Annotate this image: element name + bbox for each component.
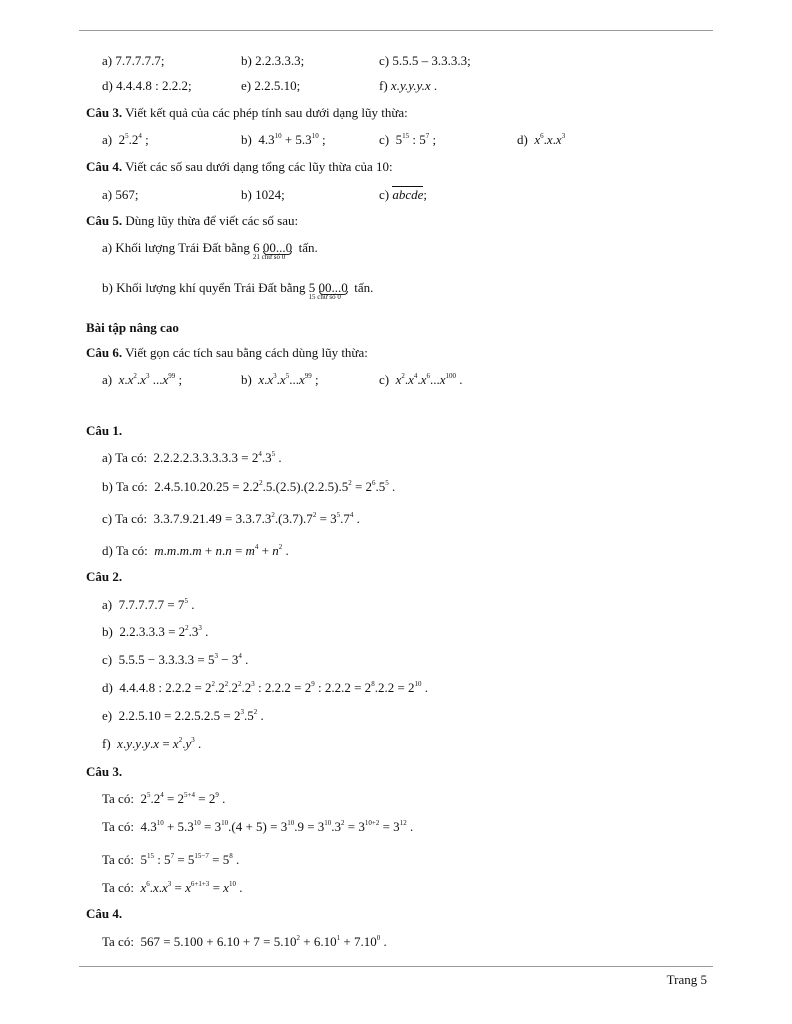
footer-rule: [79, 966, 713, 967]
ans2-heading: Câu 2.: [86, 569, 123, 584]
q2-d: d) 4.4.4.8 : 2.2.2;: [102, 78, 192, 93]
ans2-f: f) $x.y.y.y.x = x^2.y^3$ .: [102, 736, 202, 751]
ans2-a: a) $7.7.7.7.7 = 7^5$ .: [102, 597, 195, 612]
q4-heading: Câu 4. Viết các số sau dưới dạng tổng các lũy thừa của 10:: [86, 159, 393, 174]
ans3-heading: Câu 3.: [86, 764, 123, 779]
q6-items: [0, 370, 792, 390]
ans3-d: Ta có: $x^6.x.x^3 = x^{6+1+3} = x^{10}$ .: [102, 880, 243, 895]
q4-b: b) 1024;: [241, 187, 285, 202]
advanced-title: Bài tập nâng cao: [86, 320, 179, 335]
q3-b: b) $4.3^{10} + 5.3^{10}$ ;: [241, 132, 326, 147]
ans1-c: c) Ta có: $3.3.7.9.21.49 = 3.3.7.3^2.(3.7).7^2 = 3^5.7^4$ .: [102, 511, 360, 526]
ans2-c: c) $5.5.5 - 3.3.3.3 = 5^3 - 3^4$ .: [102, 652, 249, 667]
ans1-b: b) Ta có: $2.4.5.10.20.25 = 2.2^2.5.(2.5).(2.2.5).5^2 = 2^6.5^5$ .: [102, 479, 396, 494]
q5-a: a) Khối lượng Trái Đất bằng 6 00...0 21 chữ số 0 tấn.: [102, 240, 318, 261]
ans2-b: b) $2.2.3.3.3 = 2^2.3^3$ .: [102, 624, 209, 639]
q6-heading: Câu 6. Viết gọn các tích sau bằng cách dùng lũy thừa:: [86, 345, 368, 360]
q5-heading: Câu 5. Dùng lũy thừa để viết các số sau:: [86, 213, 299, 228]
q2-c: c) 5.5.5 – 3.3.3.3;: [379, 53, 471, 68]
ans4-heading: Câu 4.: [86, 906, 123, 921]
ans4-a: Ta có: $567 = 5.100 + 6.10 + 7 = 5.10^2 + 6.10^1 + 7.10^0$ .: [102, 934, 387, 949]
q3-a: a) $2^5.2^4$ ;: [102, 132, 149, 147]
q3-items: [0, 130, 792, 150]
q2-row-2: [0, 76, 792, 96]
q3-heading: Câu 3. Viết kết quả của các phép tính sau dưới dạng lũy thừa:: [86, 105, 408, 120]
q5-b: b) Khối lượng khí quyển Trái Đất bằng 5 00...0 15 chữ số 0 tấn.: [102, 280, 374, 301]
ans3-b: Ta có: $4.3^{10} + 5.3^{10} = 3^{10}.(4 + 5) = 3^{10}.9 = 3^{10}.3^2 = 3^{10+2} = 3^{12}$ .: [102, 819, 414, 834]
q6-b: b) $x.x^3.x^5...x^{99}$ ;: [241, 372, 319, 387]
q2-a: a) 7.7.7.7.7;: [102, 53, 165, 68]
q3-c: c) $5^{15}$ : $5^7$ ;: [379, 132, 437, 147]
ans1-d: d) Ta có: $m.m.m.m + n.n = m^4 + n^2$ .: [102, 543, 289, 558]
underbrace-21: 00...0 21 chữ số 0: [252, 240, 293, 261]
q2-row-1: [0, 51, 792, 71]
header-rule: [79, 30, 713, 31]
q2-b: b) 2.2.3.3.3;: [241, 53, 305, 68]
q4-c: c) abcde;: [379, 187, 428, 202]
ans2-d: d) 4.4.4.8 : $2.2.2 = 2^2.2^2.2^2.2^3$ : $2.2.2 = 2^9$ : $2.2.2 = 2^8.2.2 = 2^{10}$ .: [102, 680, 429, 695]
q2-f: f) x.y.y.y.x .: [379, 78, 438, 93]
q2-e: e) 2.2.5.10;: [241, 78, 301, 93]
ans1-a: a) Ta có: $2.2.2.2.3.3.3.3.3 = 2^4.3^5$ .: [102, 450, 282, 465]
q3-d: d) $x^6.x.x^3$: [517, 132, 566, 147]
page-number: Trang 5: [666, 972, 707, 987]
q6-a: a) $x.x^2.x^3$ $...x^{99}$ ;: [102, 372, 183, 387]
underbrace-15: 00...0 15 chữ số 0: [308, 280, 348, 301]
ans2-e: e) $2.2.5.10 = 2.2.5.2.5 = 2^3.5^2$ .: [102, 708, 264, 723]
q6-c: c) $x^2.x^4.x^6...x^{100}$ .: [379, 372, 463, 387]
ans3-a: Ta có: $2^5.2^4 = 2^{5+4} = 2^9$ .: [102, 791, 226, 806]
ans1-heading: Câu 1.: [86, 423, 123, 438]
q4-a: a) 567;: [102, 187, 139, 202]
q4-items: [0, 185, 792, 205]
ans3-c: Ta có: $5^{15}$ : $5^7 = 5^{15-7} = 5^8$ .: [102, 852, 240, 867]
